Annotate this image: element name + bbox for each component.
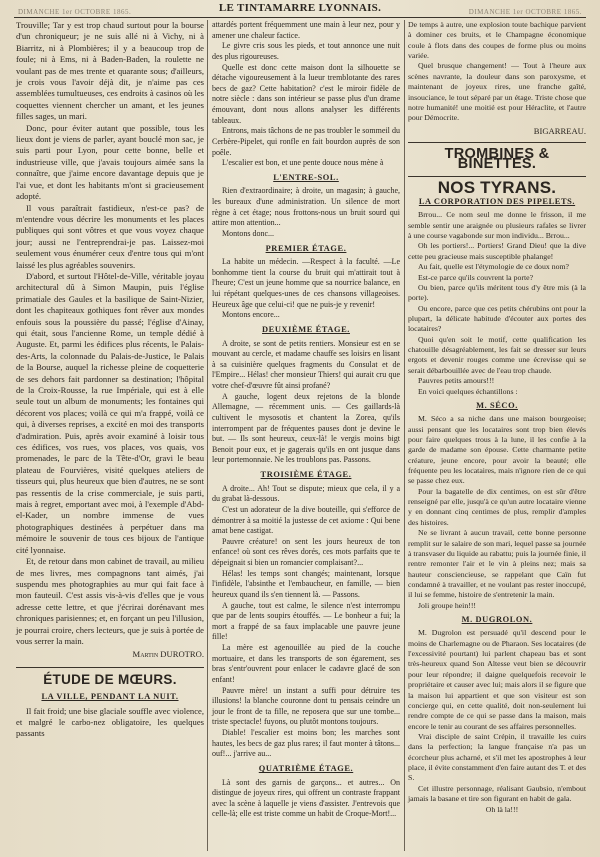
article-signature: BIGARREAU. [533,125,586,136]
paragraph: Cet illustre personnage, réalisant Gaubsio, n'embout jamais la basane et tire son figurant en habit de gala. [408,783,586,804]
paragraph: Et, de retour dans mon cabinet de travail, au milieu de mes livres, mes compagnons tant aimés, j'ai suspendu mes photographies au mur qui fait face à mon fauteuil. C'est assis vis-à-vis d'elles que je vous adresse cette lettre, et que j'écrirai dorénavant mes chroniques parisiennes; et, en forçant un peu l'illusion, je pourrai croire, chers lecteurs, que je suis à portée de vous serrer la main. [16,556,204,646]
paragraph: Diable! l'escalier est moins bon; les marches sont hautes, les becs de gaz plus rares; il faut monter à tâtons... ouf!... j'arrive au... [212,728,400,759]
paragraph: Ne se livrant à aucun travail, cette bonne personne remplit sur le salaire de son mari, lequel passe sa journée à transvaser du liquide au rabattu; puis la journée finie, il rentre remonter l'air et le vin à pleins nez; mais sa hauteur consciencieuse, se rappelant que Caïn fut condamné à travailler, et ne voulant pas rester inoccupé, il lui se femme, histoire de s'entretenir la main. [408,528,586,600]
paragraph: De temps à autre, une explosion toute bachique parvient à dominer ces bruits, et le Champagne économique coule à flots dans des coupes de forme plus ou moins variée. [408,20,586,61]
floor-heading: TROISIÈME ÉTAGE. [260,470,352,479]
paragraph: Montons encore... [222,310,280,320]
paragraph: En voici quelques échantillons : [418,386,518,396]
paragraph: Trouville; Tar y est trop chaud surtout pour la bourse d'un chroniqueur; je ne suis allé ni à Vichy, ni à Biarritz, ni à Plombières; il y a beaucoup trop de foule; ni à Ems, ni à Baden-Baden, la roulette ne voulant pas de mes trente et quarante sous; d'ailleurs, je crois vous l'avoir déjà dit, je n'aime pas ces assemblées tumultueuses, ces endroits à casinos où les coquettes viennent chercher un amant, et les jeunes filles sages, un mari. [16,20,204,122]
paragraph: Montons donc... [222,228,274,238]
paragraph: Ou encore, parce que ces petits chérubins ont pour la plupart, la délicate habitude d'écouter aux portes des locataires? [408,303,586,334]
paragraph: Hélas! les temps sont changés; maintenant, lorsque l'infidèle, l'absinthe et l'embaucheur, en famille, — bien heureux quand ils s'en tiennent là. — Passons. [212,568,400,599]
paragraph: A gauche, logent deux rejetons de la blonde Allemagne, — récemment unis. — Ces gaillards-là cultivent le mysosotis et chantent la Zorea, qu'ils interrompent par de fréquentes pauses dont je devine le but. — Ils sont heureux, ceux-là! le vergis moins bigt Benoit pour eux, et je gagerais qu'ils en ont jusque dans leur portemonnaie. Ne les troublons pas. Passons. [212,391,400,465]
paragraph: Au fait, quelle est l'étymologie de ce doux nom? [418,262,570,272]
column-1 [16,20,204,740]
paragraph: M. Séco a sa niche dans une maison bourgeoise; aussi pensant que les locataires sont trop bien élevés pour faire quelques trous à la lune, il les confie à la garde de madame son épouse. Cette charmante petite créature, jeune encore, pour avoir la beauté; elle fréquente peu les locataires, mais n'ignore rien de ce qui se passe chez eux. [408,414,586,486]
paragraph: Pauvres petits amours!!! [418,376,495,386]
section-title: TROMBINES & BINETTES. [444,145,550,173]
section-title: ÉTUDE DE MŒURS. [43,671,177,687]
paragraph: Entrons, mais tâchons de ne pas troubler le sommeil du Cerbère-Pipelet, qui ronfle en fait bourdon auprès de son poêle. [212,126,400,157]
paragraph: Oh les portiers!... Portiers! Grand Dieu! que la dive cette peu gracieuse mais susceptible phalange! [408,241,586,261]
paragraph: Ou bien, parce qu'ils méritent tous d'y être mis (à la porte). [408,282,586,303]
column-2 [212,20,400,820]
paragraph: La mère est agenouillée au pied de la couche mortuaire, et dans les transports de son égarement, ses bras s'entr'ouvrent pour enlacer le cadavre glacé de son enfant! [212,643,400,684]
running-date-right: DIMANCHE 1er OCTOBRE 1865. [468,8,582,16]
section-rule [16,667,204,668]
column-divider [207,20,208,851]
floor-heading: QUATRIÈME ÉTAGE. [258,763,354,773]
paragraph: Le givre cris sous les pieds, et tout annonce une nuit des plus rigoureuses. [212,41,400,61]
paragraph: Pauvre mère! un instant a suffi pour détruire tes illusions! la blanche couronne dont tu pensais ceindre un jour le front de ta fille, ne reposera que sur une tombe... triste spectacle! fuyons, ou plutôt montons toujours. [212,685,400,727]
paragraph: attardés portent fréquemment une main à leur nez, pour y amener une chaleur factice. [212,20,400,40]
article-heading: M. SÉCO. [476,400,518,410]
paragraph: Quel brusque changement! — Tout à l'heure aux scènes navrante, la douleur dans son paroxysme, et maintenant de joyeux rires, une franche gaîté, insouciance, le tout séparé par un étage. Triste chose que notre humanité! une moitié est pour Héraclite, et l'autre pour Démocrite. [408,61,586,123]
paragraph: Là sont des garnis de garçons... et autres... On distingue de joyeux rires, qui offrent un contraste frappant avec la scène à laquelle je viens d'assister. J'entrevois que celle-là; elle est triste comme un habit de Croque-Mort!... [212,777,400,819]
paragraph: Rien d'extraordinaire; à droite, un magasin; à gauche, les bureaux d'une administration. Un silence de mort règne à cet étage; nous frottons-nous un bruit sourd qui attire mon attention... [212,186,400,228]
floor-heading: PREMIER ÉTAGE. [265,243,347,253]
paragraph: A droite... Ah! Tout se dispute; mieux que cela, il y a du grabat là-dessous. [212,483,400,504]
floor-heading: DEUXIÈME ÉTAGE. [262,324,350,334]
feature-title: NOS TYRANS. [437,177,557,197]
paragraph: Quoi qu'en soit le motif, cette qualification les chatouille désagréablement, les fait se dresser sur leurs ergots et devenir rouges comme une écrevisse qui se serait débarbouillée avec de l'eau trop chaude. [408,334,586,375]
paragraph: Pauvre créature! on sent les jours heureux de ton enfance! où sont ces rêves dorés, ces mots parfaits que te dépeignait si bien un romancier complaisant?... [212,536,400,567]
paragraph: M. Dugrolon est persuadé qu'il descend pour le moins de Charlemagne ou de Pharaon. Ses locataires (de l'excessivité pourtant) lui parlent chapeau bas et sont très-heureux quand Son Altesse veut bien se découvrir pour leur répondre; il daigne quelquefois recevoir le propriétaire et causer avec lui; mais alors il se figure que la maison lui appartient et que son visiteur est son concierge qui, en cette qualité, doit non-seulement lui rendre compte de ce qui se passe dans la maison, mais encore le tenir au courant de ses affaires personnelles. [408,628,586,731]
paragraph: Est-ce parce qu'ils couvrent la porte? [418,272,534,282]
article-heading: LA VILLE, PENDANT LA NUIT. [41,692,179,702]
paragraph: Il vous paraîtrait fastidieux, n'est-ce pas? de m'entendre vous décrire les monuments et les places publiques qui sont vôtres et que vous voyez chaque jour; aussi ne l'entreprendrai-je pas. Laissez-moi seulement vous énumérer ceux d'entre tous qui m'ont laissé les plus agréables souvenirs. [16,202,204,270]
paragraph: Vrai disciple de saint Crépin, il travaille les cuirs dans la perfection; la langue française n'a pas un écorcheur plus acharné, et s'il met les apostrophes à leur place, il évite constamment d'en faire autant des T. et des S. [408,732,586,783]
article-heading: LA CORPORATION DES PIPELETS. [418,197,576,207]
paragraph: D'abord, et surtout l'Hôtel-de-Ville, véritable joyau architectural dû à Simon Maupin, puis l'église primatiale des Gaules et la basilique de Saint-Nizier, dont les chapiteaux gothiques font rêver aux mondes enfouis sous la poussière du passé; l'église d'Ainay, qui était, sous l'ancienne Rome, un temple dédié à Auguste. Et, parmi les édifices plus récents, le Palais-des-Arts, la colonnade du Palais-de-Justice, le Palais de la Bourse, auquel la richesse pleine de coquetterie de ses dehors fait pardonner sa destination; l'hôpital de la Croix-Rousse, la rue Impériale, qui est à elle seule tout un album de monuments; les fontaines qui décorent vos places; voilà ce qui m'a frappé, voilà ce qui, à diverses reprises, a excité en moi des transports d'admiration. Puis, après avoir examiné à loisir tous ces édifices, vos rues, vos places, vos quais, vos promenades, le parc de la Tête-d'Or, gravi le beau plateau de Fourvières, visité quelques ateliers de tisseurs qui, plus heureux que bien d'autres, ne se sont pas ressentis de la crise commerciale, je suis parti, mais à regret, emportant avec moi, à l'exemple d'Abd-el-Kader, un nombre immense de vues photographiques destinées à perpétuer dans ma mémoire le souvenir de tous ces bijoux de l'antique cité lyonnaise. [16,270,204,555]
article-heading: M. DUGROLON. [461,615,533,625]
floor-heading: L'ENTRE-SOL. [273,172,339,182]
running-date-left: DIMANCHE 1er OCTOBRE 1865. [18,8,132,16]
paragraph: Pour la bagatelle de dix centimes, on est sûr d'être renseigné par elle, jusqu'à ce qu'un autre locataire vienne y en donnant cinq centimes de plus, remplir d'amples des histoires. [408,486,586,527]
paragraph: Oh là la!!! [485,804,519,814]
masthead-rule [14,17,586,18]
paragraph: A gauche, tout est calme, le silence n'est interrompu que par de lents soupirs étouffés. — Le bonheur a fui; la mort a frappé de sa faux implacable une pauvre jeune fille! [212,600,400,642]
column-3 [408,20,586,815]
masthead-title: LE TINTAMARRE LYONNAIS. [218,2,382,14]
paragraph: Il fait froid; une bise glaciale souffle avec violence, et malgré le carbo-nez obligatoire, les quelques passants [16,705,204,739]
section-rule [408,142,586,143]
paragraph: Quelle est donc cette maison dont la silhouette se détache vigoureusement à la lueur tremblotante des rares becs de gaz? Cette habitation? c'est le miroir fidèle de notre siècle : dans son intérieur se passe plus d'un drame émouvant, dont nous allons analyser les différents tableaux. [212,62,400,125]
column-divider [404,20,405,851]
paragraph: L'escalier est bon, et une pente douce nous mène à [222,158,384,168]
section-rule [408,176,586,177]
paragraph: Donc, pour éviter autant que possible, tous les lieux dont je viens de parler, ayant bouclé mon sac, je suis parti pour Lyon, pour cette bonne, belle et industrieuse ville, que j'avais toujours aimée sans la connaître, que j'aime encore davantage depuis que je l'ai vue, et dont les habitants m'ont si gracieusement adopté. [16,122,204,202]
paragraph: A droite, se sont de petits rentiers. Monsieur est en se mouvant au cercle, et madame chauffe ses loisirs en lisant à sa cuisinière quelques fragments du Consulat et de l'Empire... Hélas! cher monsieur Thiers! qui aurait cru que votre chef-d'œuvre fût ainsi profané? [212,338,400,390]
paragraph: La habite un médecin. —Respect à la faculté. —Le bonhomme tient la course du bruit qui m'attirait tout à l'heure; C'est un jeune homme que sa nourrice balance, en lui répétant quelques-unes de ces chansons villageoises. Heureux âge que celui-ci! que ne puis-je y revenir! [212,257,400,309]
article-signature: Martin DUROTRO. [132,649,204,660]
paragraph: Joli groupe hein!!! [418,600,477,610]
paragraph: C'est un adorateur de la dive bouteille, qui s'efforce de démontrer à sa moitié la justesse de cet axiome : Qui bene amat bene castigat. [212,504,400,536]
paragraph: Brrou... Ce nom seul me donne le frisson, il me semble sentir une araignée ou plusieurs rafales se livrer à une course vagabonde sur mon individu... Brrou... [408,210,586,241]
